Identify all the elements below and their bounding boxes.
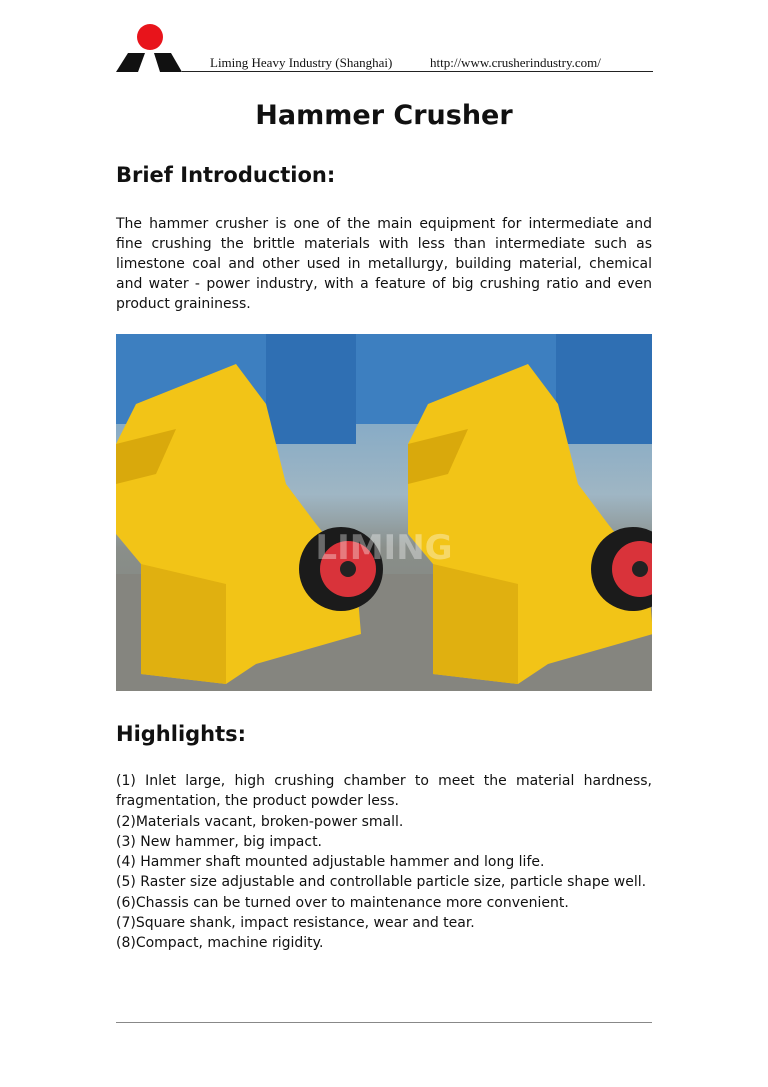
intro-text: The hammer crusher is one of the main equipment for intermediate and fine crushing the brittle materials with less than intermediate such as limestone coal and other used in metallurgy, building material, chemical and water - power industry, with a feature of big crushing ratio and even product graininess.: [116, 216, 652, 312]
list-item: (5) Raster size adjustable and controllable particle size, particle shape well.: [116, 874, 647, 891]
highlights-heading: Highlights:: [116, 722, 247, 746]
header-url[interactable]: http://www.crusherindustry.com/: [430, 55, 601, 70]
header-company: Liming Heavy Industry (Shanghai): [210, 55, 393, 70]
page-title: Hammer Crusher: [255, 100, 513, 131]
list-item: (7)Square shank, impact resistance, wear and tear.: [116, 915, 475, 932]
list-item: (8)Compact, machine rigidity.: [116, 935, 324, 952]
list-item: (4) Hammer shaft mounted adjustable hammer and long life.: [116, 854, 545, 871]
list-item: (1) Inlet large, high crushing chamber to meet the material hardness, fragmentation, the product powder less.: [116, 773, 652, 810]
highlights-list: [116, 771, 652, 954]
hammer-crusher-photo: [116, 334, 652, 691]
footer-rule: [116, 1022, 652, 1023]
photo-watermark: LIMING: [315, 528, 453, 568]
list-item: (6)Chassis can be turned over to maintenance more convenient.: [116, 894, 569, 911]
intro-heading: Brief Introduction:: [116, 163, 336, 187]
liming-logo: [116, 22, 182, 72]
header-rule: [182, 71, 653, 72]
list-item: (3) New hammer, big impact.: [116, 833, 323, 850]
list-item: (2)Materials vacant, broken-power small.: [116, 813, 404, 830]
